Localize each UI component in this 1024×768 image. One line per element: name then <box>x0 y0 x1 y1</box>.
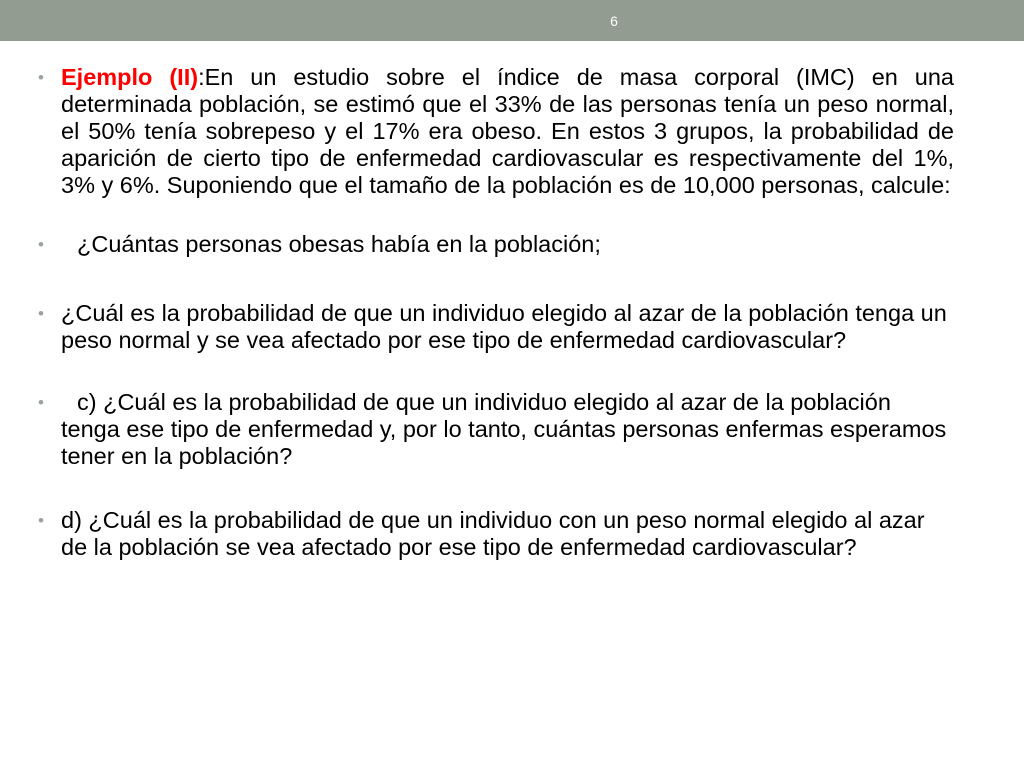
bullet-item-question-c <box>38 389 954 470</box>
question-c-text: c) ¿Cuál es la probabilidad de que un individuo elegido al azar de la población tenga ese tipo de enfermedad y, por lo tanto, cuántas personas enfermas esperamos tener en la población? <box>61 389 947 469</box>
bullet-icon: • <box>38 511 44 530</box>
bullet-item-question-a <box>38 231 954 258</box>
question-a-text: ¿Cuántas personas obesas había en la población; <box>77 231 601 257</box>
question-b-text: ¿Cuál es la probabilidad de que un individuo elegido al azar de la población tenga un peso normal y se vea afectado por ese tipo de enfermedad cardiovascular? <box>61 300 947 353</box>
example-statement: :En un estudio sobre el índice de masa corporal (IMC) en una determinada población, se estimó que el 33% de las personas tenía un peso normal, el 50% tenía sobrepeso y el 17% era obeso. En estos 3 grupos, la probabilidad de aparición de cierto tipo de enfermedad cardiovascular es respectivamente del 1%, 3% y 6%. Suponiendo que el tamaño de la población es de 10,000 personas, calcule: <box>61 64 954 198</box>
slide-content <box>38 64 954 561</box>
example-heading: Ejemplo (II) <box>61 64 199 90</box>
slide-number: 6 <box>610 13 618 29</box>
bullet-icon: • <box>38 304 44 323</box>
slide-header-bar <box>0 0 1024 41</box>
bullet-icon: • <box>38 68 44 87</box>
bullet-item-question-b <box>38 300 954 354</box>
question-d-text: d) ¿Cuál es la probabilidad de que un individuo con un peso normal elegido al azar de la población se vea afectado por ese tipo de enfermedad cardiovascular? <box>61 507 925 560</box>
bullet-item-example <box>38 64 954 199</box>
bullet-icon: • <box>38 393 44 412</box>
bullet-icon: • <box>38 235 44 254</box>
bullet-item-question-d <box>38 507 954 561</box>
